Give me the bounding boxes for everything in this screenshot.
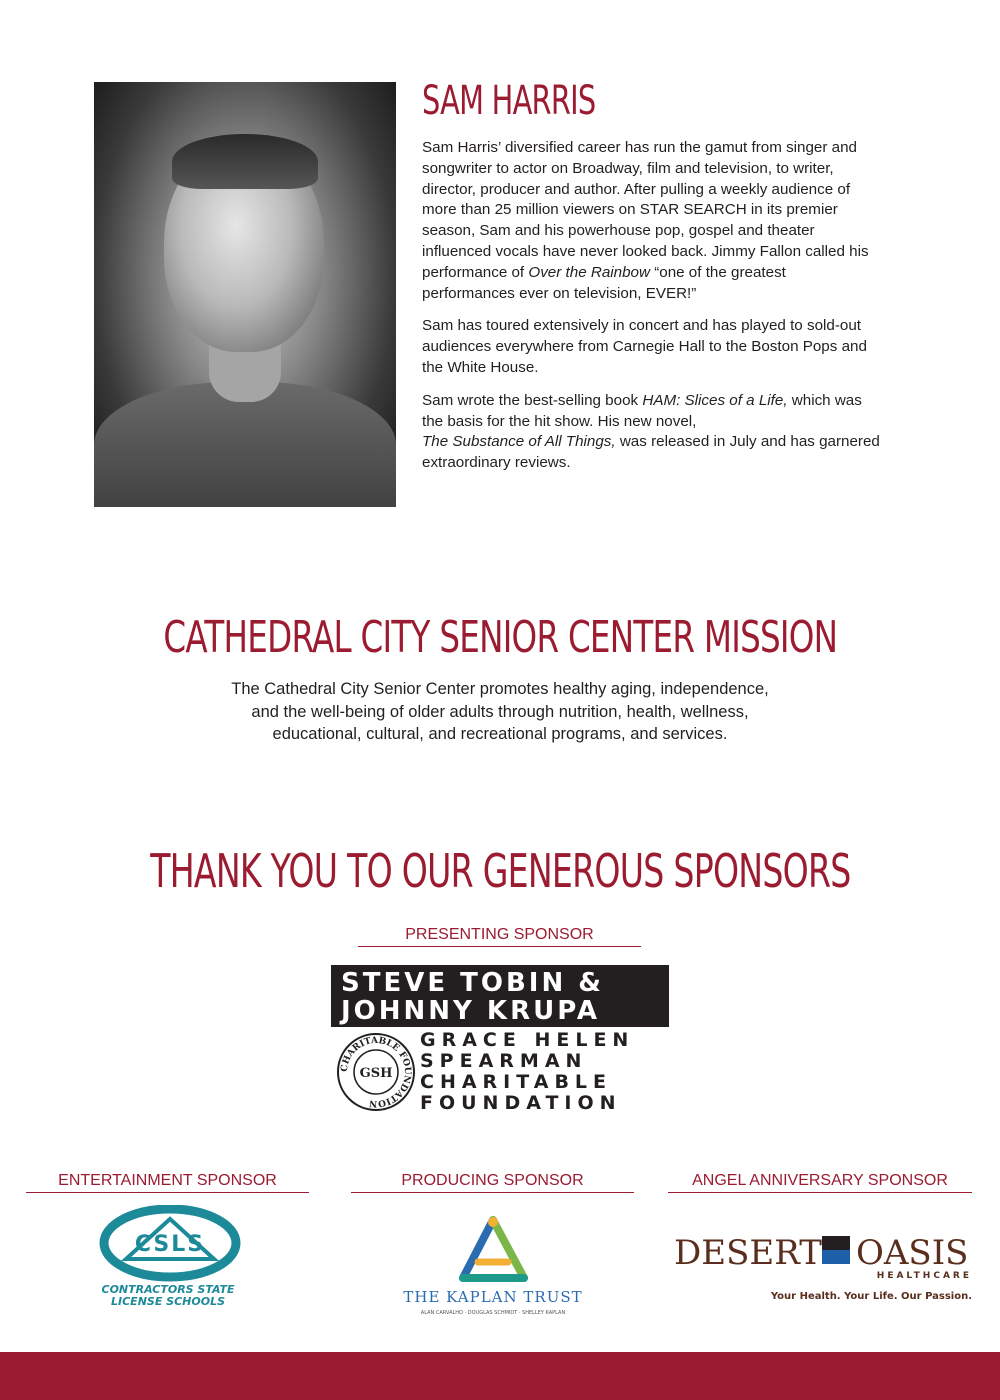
- krupa-line: JOHNNY KRUPA: [341, 996, 601, 1026]
- foundation-line: SPEARMAN: [420, 1050, 588, 1072]
- csls-mark: CSLS: [134, 1232, 206, 1257]
- tobin-line: STEVE TOBIN &: [341, 968, 604, 998]
- healthcare-word: HEALTHCARE: [876, 1271, 972, 1281]
- bio-quote: “one of the greatest performances ever on television, EVER!”: [422, 263, 786, 302]
- sam-harris-photo: [94, 82, 396, 507]
- footer-bar: [0, 1352, 1000, 1400]
- bio-text-segment: Sam Harris’ diversified career has run the gamut from singer and songwriter to actor on Broadway, film and television, to writer, director, producer and author. After pulling a weekly audience of more than 25 million viewers on STAR SEARCH in its premier season, Sam and his powerhouse pop, gospel and theater influenced vocals have never looked back. Jimmy Fallon called his performance of: [422, 139, 869, 281]
- kaplan-trust-logo: [398, 1212, 588, 1318]
- book-title: HAM: Slices of a Life,: [642, 391, 788, 409]
- kaplan-name: THE KAPLAN TRUST: [403, 1288, 583, 1306]
- mission-title: CATHEDRAL CITY SENIOR CENTER MISSION: [163, 612, 837, 663]
- kaplan-sub: ALAN CARVALHO · DOUGLAS SCHMIDT · SHELLEY KAPLAN: [420, 1310, 566, 1316]
- desert-tagline: Your Health. Your Life. Our Passion.: [770, 1291, 972, 1302]
- presenting-sponsor-label: PRESENTING SPONSOR: [358, 926, 641, 947]
- mission-line: and the well-being of older adults through nutrition, health, wellness,: [251, 702, 749, 721]
- gsh-foundation-name: [420, 1030, 660, 1114]
- entertainment-sponsor-label: ENTERTAINMENT SPONSOR: [26, 1172, 309, 1193]
- csls-line-1: CONTRACTORS STATE: [101, 1283, 235, 1296]
- foundation-line: GRACE HELEN: [420, 1029, 635, 1051]
- mission-line: educational, cultural, and recreational programs, and services.: [272, 725, 728, 743]
- angel-sponsor-label: ANGEL ANNIVERSARY SPONSOR: [668, 1172, 972, 1193]
- bio-title: SAM HARRIS: [422, 78, 596, 124]
- tobin-krupa-logo: [331, 965, 669, 1027]
- song-title: Over the Rainbow: [528, 263, 650, 281]
- oasis-word: OASIS: [856, 1233, 969, 1273]
- gsh-foundation-seal: [336, 1032, 416, 1112]
- seal-ring-text: CHARITABLE FOUNDATION: [339, 1035, 413, 1109]
- cross-icon: [822, 1236, 850, 1264]
- bio-text-segment: was released in July and has garnered extraordinary reviews.: [422, 433, 880, 472]
- foundation-line: FOUNDATION: [420, 1092, 622, 1114]
- novel-title: The Substance of All Things,: [422, 433, 616, 451]
- seal-initials: GSH: [359, 1066, 393, 1081]
- producing-sponsor-label: PRODUCING SPONSOR: [351, 1172, 634, 1193]
- bio-text-segment: which was the basis for the hit show. His new novel,: [422, 391, 862, 430]
- csls-logo: [86, 1205, 251, 1309]
- mission-heading: [0, 612, 1000, 663]
- bio-text-segment: Sam wrote the best-selling book: [422, 391, 639, 409]
- mission-line: The Cathedral City Senior Center promotes healthy aging, independence,: [231, 680, 769, 698]
- sponsors-title: THANK YOU TO OUR GENEROUS SPONSORS: [149, 844, 851, 898]
- csls-line-2: LICENSE SCHOOLS: [111, 1295, 225, 1308]
- sponsors-heading: [0, 844, 1000, 898]
- bio-paragraph-1: [422, 138, 882, 304]
- mission-statement: [150, 678, 850, 746]
- foundation-line: CHARITABLE: [420, 1071, 613, 1093]
- desert-oasis-logo: [672, 1222, 982, 1306]
- photo-hair: [172, 134, 318, 189]
- bio-text: [422, 138, 882, 486]
- bio-paragraph-2: Sam has toured extensively in concert and has played to sold-out audiences everywhere from Carnegie Hall to the Boston Pops and the White House.: [422, 317, 867, 376]
- desert-word: DESERT: [674, 1233, 822, 1273]
- bio-paragraph-3: [422, 391, 882, 474]
